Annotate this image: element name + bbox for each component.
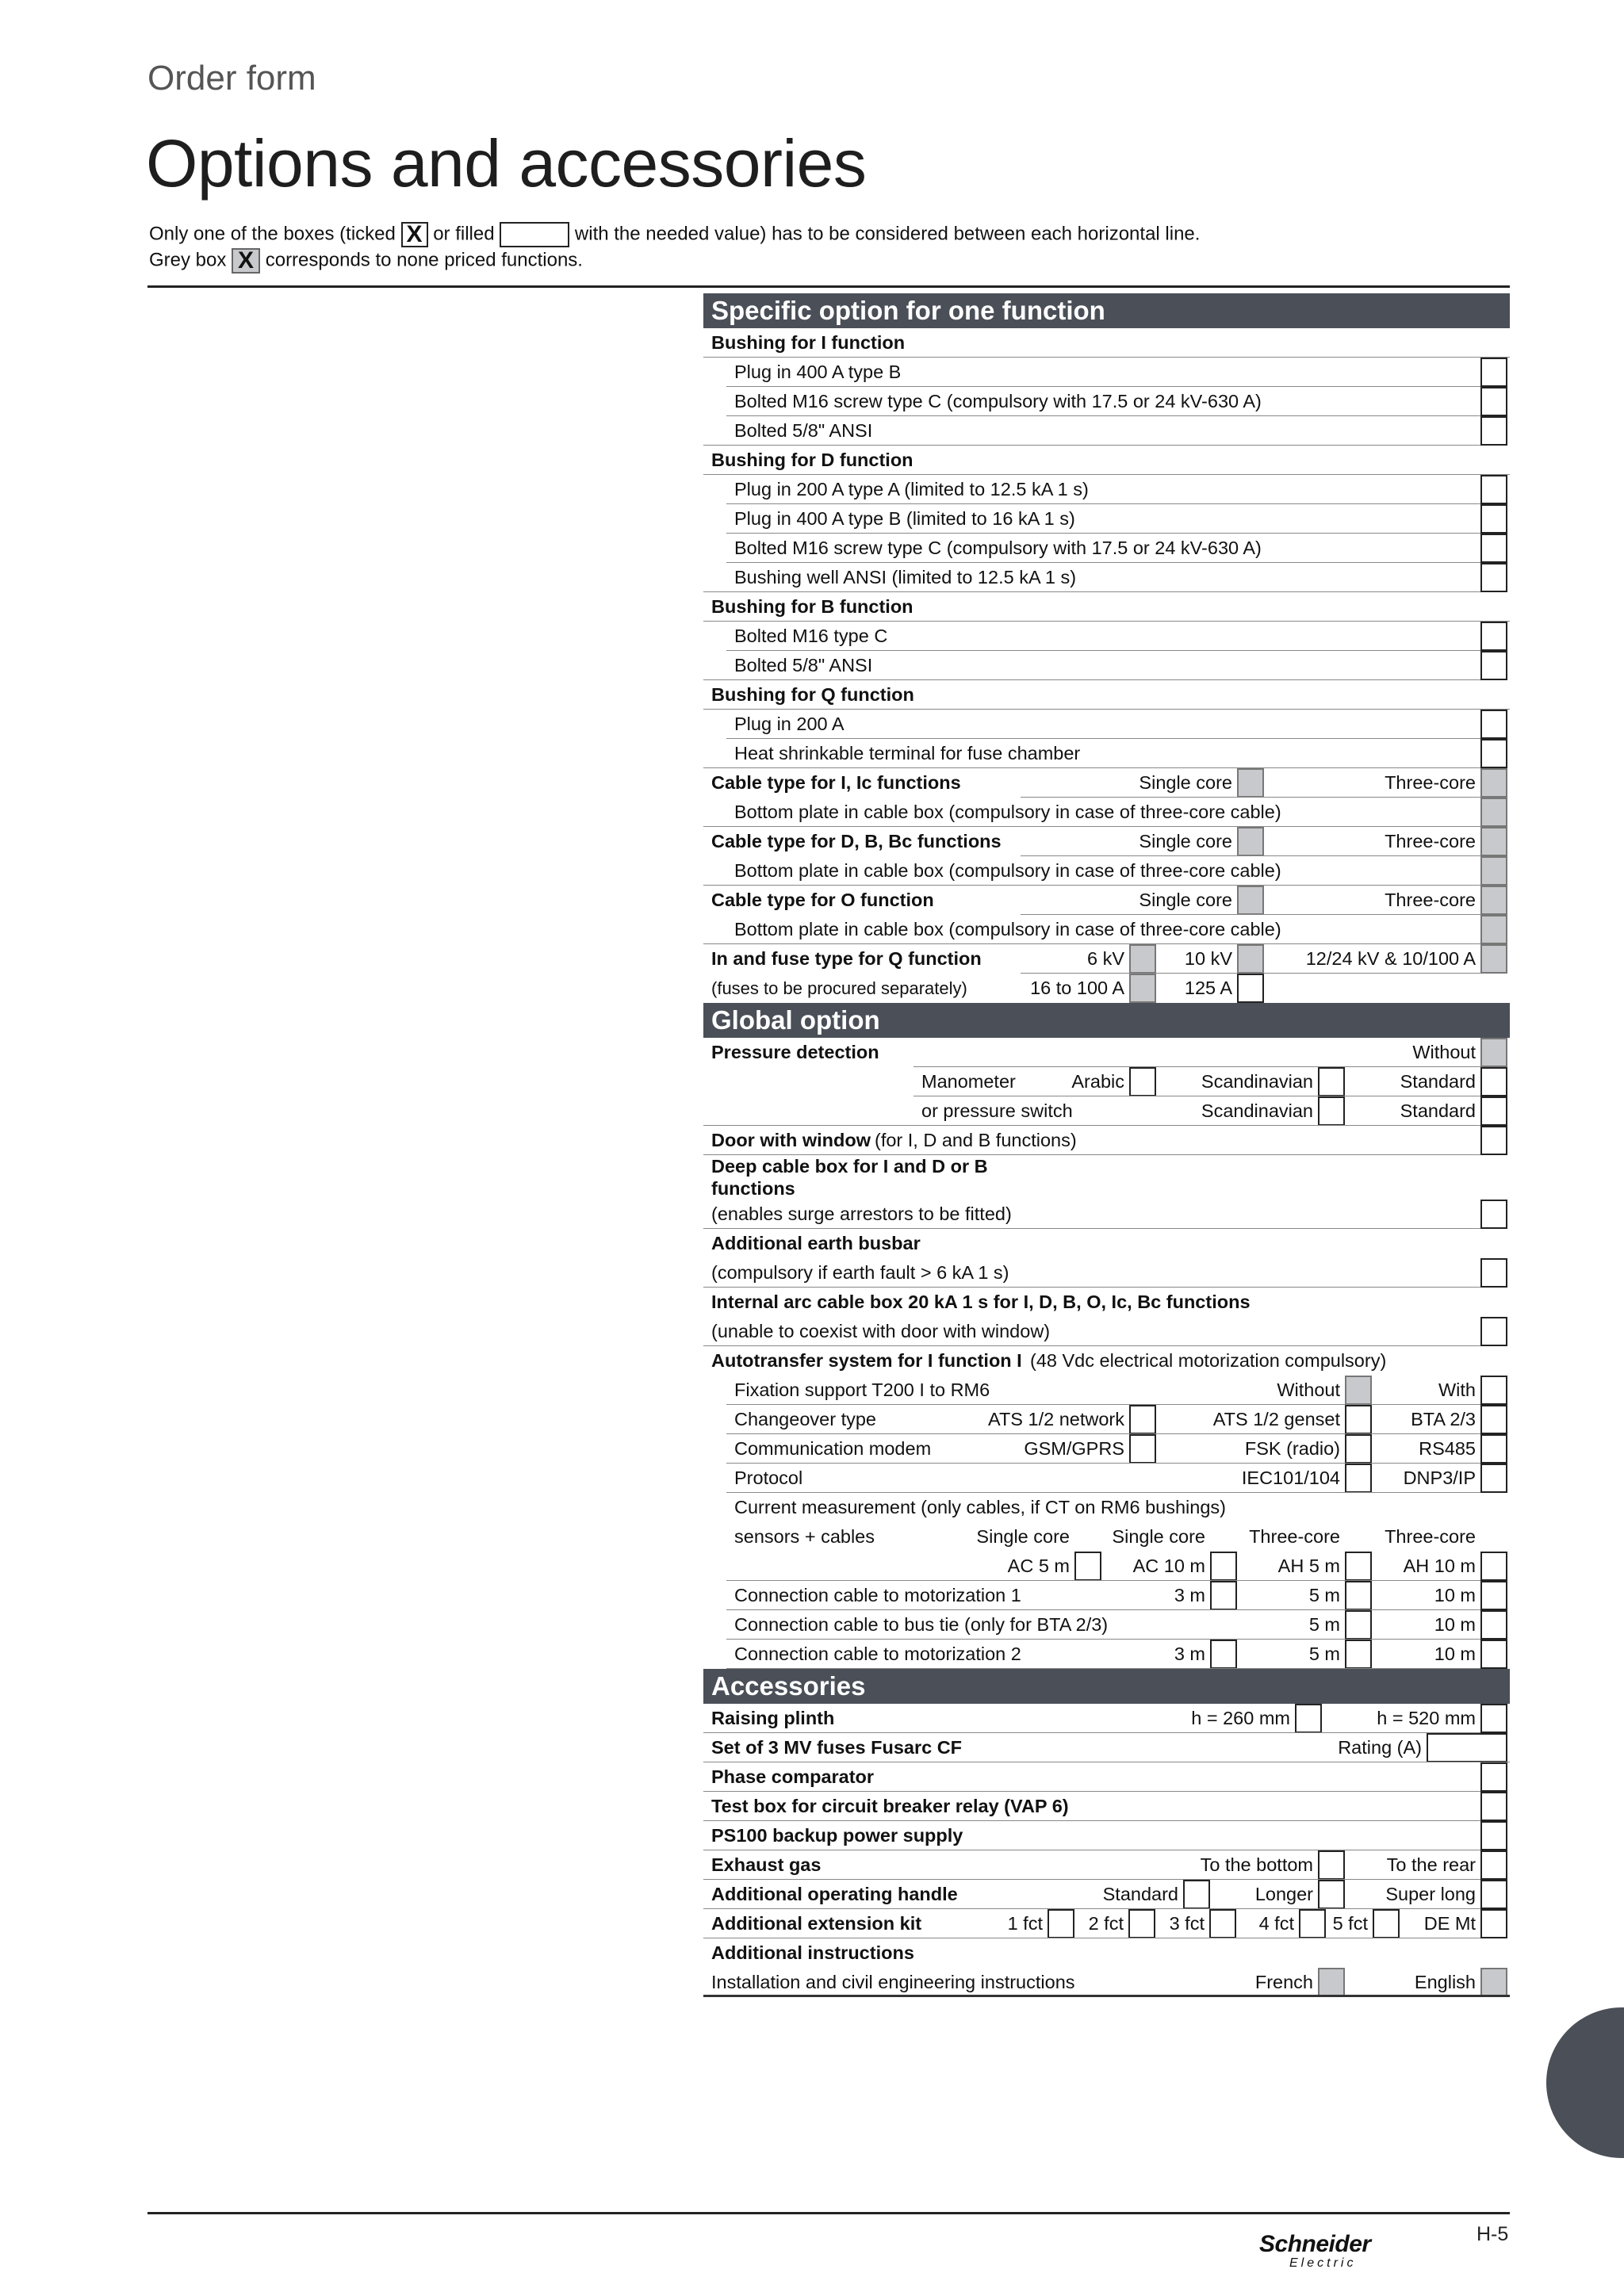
order-form	[703, 293, 1510, 1997]
option-label: Standard	[1400, 1071, 1476, 1092]
option-label: DE Mt	[1423, 1913, 1476, 1934]
page-title: Options and accessories	[146, 126, 867, 201]
ticked-box-example: X	[401, 222, 428, 247]
option-label: or pressure switch	[921, 1100, 1073, 1121]
form-row	[703, 563, 1510, 592]
section-tab-marker	[1546, 2007, 1624, 2158]
option-label: Super long	[1385, 1884, 1476, 1904]
option-label: Without	[1277, 1380, 1340, 1400]
checkbox[interactable]	[1373, 1909, 1400, 1938]
field-label: Deep cable box for I and D or B	[711, 1156, 988, 1177]
checkbox[interactable]	[1210, 1552, 1237, 1581]
checkbox-grey[interactable]	[1480, 798, 1507, 827]
form-row	[703, 622, 1510, 651]
intro-text: Grey box	[149, 249, 227, 271]
form-row	[703, 1850, 1510, 1880]
option-label: Longer	[1254, 1884, 1313, 1904]
checkbox[interactable]	[1480, 1067, 1507, 1096]
checkbox[interactable]	[1048, 1909, 1074, 1938]
option-label: 3 m	[1174, 1585, 1205, 1605]
option-label: 10 m	[1434, 1644, 1476, 1664]
option-label: Installation and civil engineering instructions	[711, 1972, 1075, 1992]
option-label: FSK (radio)	[1244, 1438, 1340, 1459]
option-label: Three-core	[1385, 772, 1476, 793]
option-label: Bolted M16 type C	[734, 626, 888, 646]
checkbox[interactable]	[1480, 387, 1507, 416]
option-label: Standard	[1102, 1884, 1178, 1904]
field-label: Additional instructions	[711, 1942, 914, 1963]
checkbox[interactable]	[1480, 475, 1507, 504]
checkbox[interactable]	[1345, 1581, 1372, 1610]
field-label: PS100 backup power supply	[711, 1825, 963, 1846]
page-number: H-5	[1477, 2223, 1509, 2245]
form-row	[703, 680, 1510, 710]
checkbox[interactable]	[1318, 1096, 1345, 1126]
section-header: Global option	[703, 1003, 1510, 1038]
option-label: Scandinavian	[1201, 1100, 1313, 1121]
checkbox[interactable]	[1480, 1317, 1507, 1346]
checkbox[interactable]	[1480, 1704, 1507, 1733]
field-label: Autotransfer system for I function I	[711, 1350, 1022, 1371]
field-label: In and fuse type for Q function	[711, 948, 982, 969]
intro-text: corresponds to none priced functions.	[265, 249, 583, 271]
form-row	[703, 534, 1510, 563]
form-row	[703, 1792, 1510, 1821]
checkbox[interactable]	[1345, 1552, 1372, 1581]
option-label: (for I, D and B functions)	[875, 1130, 1077, 1150]
form-row	[703, 1126, 1510, 1155]
brand-logo-sub: Electric	[1289, 2256, 1357, 2270]
checkbox[interactable]	[1480, 1821, 1507, 1850]
checkbox[interactable]	[1480, 622, 1507, 651]
checkbox[interactable]	[1209, 1909, 1236, 1938]
option-label: Single core	[1112, 1526, 1205, 1547]
checkbox[interactable]	[1295, 1704, 1322, 1733]
option-label: AH 10 m	[1403, 1556, 1476, 1576]
option-label: 12/24 kV & 10/100 A	[1305, 948, 1476, 969]
checkbox[interactable]	[1480, 1640, 1507, 1669]
brand-logo: Schneider	[1259, 2231, 1371, 2257]
form-row	[703, 416, 1510, 446]
form-row	[703, 592, 1510, 622]
checkbox[interactable]	[1074, 1552, 1101, 1581]
option-label: sensors + cables	[734, 1526, 875, 1547]
form-row	[703, 446, 1510, 475]
field-label: Cable type for D, B, Bc functions	[711, 831, 1002, 851]
rating-input[interactable]	[1427, 1733, 1507, 1762]
option-label: Bottom plate in cable box (compulsory in case of three-core cable)	[734, 802, 1281, 822]
intro-text: with the needed value) has to be considered between each horizontal line.	[574, 223, 1201, 245]
checkbox[interactable]	[1480, 1434, 1507, 1464]
field-label: Bushing for Q function	[711, 684, 914, 705]
field-label: functions	[711, 1178, 795, 1199]
form-row	[703, 1038, 1510, 1067]
option-label: Scandinavian	[1201, 1071, 1313, 1092]
section-header: Specific option for one function	[703, 293, 1510, 328]
option-label: Three-core	[1385, 890, 1476, 910]
option-label: Single core	[976, 1526, 1070, 1547]
checkbox[interactable]	[1128, 1909, 1155, 1938]
form-row	[703, 1640, 1510, 1669]
option-label: Single core	[1139, 831, 1232, 851]
option-label: Plug in 200 A	[734, 714, 845, 734]
form-row	[703, 1909, 1510, 1938]
option-label: (unable to coexist with door with window)	[711, 1321, 1051, 1341]
option-label: Bolted 5/8" ANSI	[734, 655, 873, 675]
checkbox[interactable]	[1480, 1376, 1507, 1405]
field-label: Bushing for D function	[711, 450, 914, 470]
form-row	[703, 1067, 1510, 1096]
checkbox-grey[interactable]	[1345, 1376, 1372, 1405]
form-row	[703, 1258, 1510, 1288]
field-label: Pressure detection	[711, 1042, 879, 1062]
form-row	[703, 944, 1510, 974]
option-label: Three-core	[1385, 831, 1476, 851]
checkbox[interactable]	[1183, 1880, 1210, 1909]
option-label: Bushing well ANSI (limited to 12.5 kA 1 s)	[734, 567, 1077, 587]
form-row	[703, 1522, 1510, 1552]
option-label: 5 fct	[1332, 1913, 1368, 1934]
option-label: Protocol	[734, 1468, 803, 1488]
checkbox-grey[interactable]	[1318, 1968, 1345, 1997]
form-row	[703, 1821, 1510, 1850]
checkbox-grey[interactable]	[1237, 768, 1264, 798]
form-row	[703, 1762, 1510, 1792]
checkbox[interactable]	[1480, 1464, 1507, 1493]
option-label: AH 5 m	[1277, 1556, 1340, 1576]
option-label: 5 m	[1308, 1585, 1340, 1605]
checkbox[interactable]	[1480, 651, 1507, 680]
option-label: Heat shrinkable terminal for fuse chamber	[734, 743, 1081, 763]
checkbox[interactable]	[1480, 358, 1507, 387]
option-label: Changeover type	[734, 1409, 876, 1429]
form-row	[703, 1493, 1510, 1522]
checkbox[interactable]	[1210, 1581, 1237, 1610]
form-row	[703, 915, 1510, 944]
checkbox[interactable]	[1345, 1434, 1372, 1464]
option-label: Connection cable to bus tie (only for BTA 2/3)	[734, 1614, 1109, 1635]
checkbox-grey[interactable]	[1129, 944, 1156, 974]
checkbox[interactable]	[1480, 710, 1507, 739]
top-rule	[147, 285, 1510, 288]
checkbox[interactable]	[1480, 1909, 1507, 1938]
option-label: Without	[1412, 1042, 1476, 1062]
checkbox[interactable]	[1480, 416, 1507, 446]
checkbox[interactable]	[1129, 1067, 1156, 1096]
option-label: (enables surge arrestors to be fitted)	[711, 1203, 1012, 1224]
option-label: 3 m	[1174, 1644, 1205, 1664]
form-row	[703, 1346, 1510, 1376]
option-label: 5 m	[1308, 1614, 1340, 1635]
field-label: Raising plinth	[711, 1708, 835, 1728]
field-label: Phase comparator	[711, 1766, 875, 1787]
field-label: Additional operating handle	[711, 1884, 958, 1904]
form-row	[703, 475, 1510, 504]
checkbox-grey[interactable]	[1129, 974, 1156, 1003]
checkbox[interactable]	[1480, 1096, 1507, 1126]
form-row	[703, 768, 1510, 798]
checkbox-grey[interactable]	[1480, 1968, 1507, 1997]
checkbox[interactable]	[1237, 974, 1264, 1003]
checkbox[interactable]	[1480, 739, 1507, 768]
form-row	[703, 1288, 1510, 1317]
checkbox[interactable]	[1480, 1610, 1507, 1640]
option-label: Bolted 5/8" ANSI	[734, 420, 873, 441]
option-label: Bottom plate in cable box (compulsory in case of three-core cable)	[734, 919, 1281, 939]
option-label: Bolted M16 screw type C (compulsory with 17.5 or 24 kV-630 A)	[734, 391, 1262, 411]
field-label: Cable type for O function	[711, 890, 934, 910]
form-row	[703, 1317, 1510, 1346]
intro-line-1	[149, 222, 1200, 247]
option-label: Arabic	[1071, 1071, 1124, 1092]
intro-line-2	[149, 248, 583, 274]
form-row	[703, 1200, 1510, 1229]
checkbox[interactable]	[1345, 1405, 1372, 1434]
grey-box-example: X	[232, 248, 260, 274]
checkbox[interactable]	[1480, 1126, 1507, 1155]
option-label: ATS 1/2 genset	[1212, 1409, 1340, 1429]
field-label: Additional earth busbar	[711, 1233, 921, 1253]
form-row	[703, 886, 1510, 915]
option-label: Rating (A)	[1338, 1737, 1422, 1758]
option-label: AC 5 m	[1007, 1556, 1070, 1576]
form-row	[703, 504, 1510, 534]
checkbox-grey[interactable]	[1480, 856, 1507, 886]
option-label: ATS 1/2 network	[988, 1409, 1124, 1429]
option-label: Manometer	[921, 1071, 1016, 1092]
option-label: 3 fct	[1169, 1913, 1205, 1934]
option-label: 5 m	[1308, 1644, 1340, 1664]
option-label: 16 to 100 A	[1030, 978, 1124, 998]
field-label: Exhaust gas	[711, 1854, 822, 1875]
form-row	[703, 1968, 1510, 1997]
option-label: (48 Vdc electrical motorization compulsory)	[1030, 1350, 1387, 1371]
form-row	[703, 1610, 1510, 1640]
option-label: To the rear	[1386, 1854, 1476, 1875]
form-row	[703, 1464, 1510, 1493]
checkbox-grey[interactable]	[1237, 827, 1264, 856]
form-row	[703, 1155, 1510, 1200]
checkbox[interactable]	[1345, 1640, 1372, 1669]
checkbox[interactable]	[1480, 1792, 1507, 1821]
checkbox[interactable]	[1129, 1405, 1156, 1434]
option-label: Plug in 200 A type A (limited to 12.5 kA 1 s)	[734, 479, 1089, 499]
field-label: Bushing for B function	[711, 596, 914, 617]
checkbox[interactable]	[1480, 534, 1507, 563]
option-label: Current measurement (only cables, if CT on RM6 bushings)	[734, 1497, 1226, 1517]
field-label: Door with window	[711, 1130, 871, 1150]
checkbox[interactable]	[1480, 563, 1507, 592]
option-label: 10 m	[1434, 1585, 1476, 1605]
checkbox[interactable]	[1318, 1850, 1345, 1880]
form-row	[703, 1880, 1510, 1909]
field-label: Internal arc cable box 20 kA 1 s for I, D, B, O, Ic, Bc functions	[711, 1292, 1251, 1312]
option-label: IEC101/104	[1241, 1468, 1340, 1488]
form-row	[703, 1733, 1510, 1762]
form-row	[703, 798, 1510, 827]
form-row	[703, 827, 1510, 856]
option-label: Bottom plate in cable box (compulsory in case of three-core cable)	[734, 860, 1281, 881]
checkbox[interactable]	[1480, 1762, 1507, 1792]
option-label: To the bottom	[1200, 1854, 1313, 1875]
option-label: Three-core	[1385, 1526, 1476, 1547]
intro-text: or filled	[433, 223, 495, 245]
form-row	[703, 1405, 1510, 1434]
checkbox[interactable]	[1480, 1581, 1507, 1610]
option-label: Single core	[1139, 772, 1232, 793]
option-label: 6 kV	[1086, 948, 1124, 969]
form-row	[703, 710, 1510, 739]
option-label: GSM/GPRS	[1024, 1438, 1124, 1459]
option-label: Plug in 400 A type B (limited to 16 kA 1 s)	[734, 508, 1075, 529]
form-row	[703, 1552, 1510, 1581]
form-row	[703, 387, 1510, 416]
option-label: 10 m	[1434, 1614, 1476, 1635]
checkbox[interactable]	[1129, 1434, 1156, 1464]
checkbox[interactable]	[1480, 1405, 1507, 1434]
option-label: DNP3/IP	[1403, 1468, 1476, 1488]
form-row	[703, 739, 1510, 768]
option-label: Connection cable to motorization 2	[734, 1644, 1021, 1664]
form-row	[703, 1434, 1510, 1464]
option-label: English	[1414, 1972, 1476, 1992]
option-label: 4 fct	[1258, 1913, 1294, 1934]
checkbox[interactable]	[1480, 504, 1507, 534]
field-label: Set of 3 MV fuses Fusarc CF	[711, 1737, 963, 1758]
checkbox[interactable]	[1345, 1610, 1372, 1640]
option-label: Single core	[1139, 890, 1232, 910]
checkbox[interactable]	[1480, 1880, 1507, 1909]
option-label: AC 10 m	[1132, 1556, 1205, 1576]
page-supertitle: Order form	[147, 59, 316, 98]
form-row	[703, 1581, 1510, 1610]
option-label: h = 260 mm	[1191, 1708, 1290, 1728]
option-label: h = 520 mm	[1377, 1708, 1476, 1728]
checkbox-grey[interactable]	[1237, 886, 1264, 915]
form-row	[703, 1376, 1510, 1405]
checkbox-grey[interactable]	[1480, 1038, 1507, 1067]
field-label: Bushing for I function	[711, 332, 906, 353]
checkbox-grey[interactable]	[1480, 768, 1507, 798]
field-label: Additional extension kit	[711, 1913, 922, 1934]
form-row	[703, 1938, 1510, 1968]
option-label: Bolted M16 screw type C (compulsory with 17.5 or 24 kV-630 A)	[734, 538, 1262, 558]
form-row	[703, 974, 1510, 1003]
option-label: With	[1438, 1380, 1476, 1400]
form-row	[703, 1096, 1510, 1126]
form-row	[703, 1229, 1510, 1258]
option-label: 1 fct	[1007, 1913, 1043, 1934]
option-label: 10 kV	[1184, 948, 1232, 969]
option-label: French	[1254, 1972, 1313, 1992]
filled-box-example	[500, 222, 569, 247]
checkbox[interactable]	[1345, 1464, 1372, 1493]
field-label: Cable type for I, Ic functions	[711, 772, 961, 793]
option-label: 2 fct	[1088, 1913, 1124, 1934]
checkbox-grey[interactable]	[1480, 886, 1507, 915]
field-label: Test box for circuit breaker relay (VAP 6)	[711, 1796, 1069, 1816]
form-row	[703, 651, 1510, 680]
footer-rule	[147, 2212, 1510, 2214]
checkbox[interactable]	[1480, 1552, 1507, 1581]
option-label: BTA 2/3	[1411, 1409, 1476, 1429]
option-label: 125 A	[1184, 978, 1232, 998]
option-label: (fuses to be procured separately)	[711, 978, 967, 998]
checkbox-grey[interactable]	[1237, 944, 1264, 974]
checkbox[interactable]	[1318, 1880, 1345, 1909]
intro-text: Only one of the boxes (ticked	[149, 223, 396, 245]
option-label: Plug in 400 A type B	[734, 362, 902, 382]
form-row	[703, 358, 1510, 387]
option-label: Standard	[1400, 1100, 1476, 1121]
checkbox-grey[interactable]	[1480, 944, 1507, 974]
option-label: Communication modem	[734, 1438, 932, 1459]
checkbox-grey[interactable]	[1480, 827, 1507, 856]
form-row	[703, 1704, 1510, 1733]
form-row	[703, 856, 1510, 886]
section-header: Accessories	[703, 1669, 1510, 1704]
form-row	[703, 328, 1510, 358]
option-label: (compulsory if earth fault > 6 kA 1 s)	[711, 1262, 1009, 1283]
option-label: Three-core	[1249, 1526, 1340, 1547]
option-label: Connection cable to motorization 1	[734, 1585, 1021, 1605]
option-label: Fixation support T200 I to RM6	[734, 1380, 990, 1400]
checkbox[interactable]	[1318, 1067, 1345, 1096]
checkbox[interactable]	[1480, 1200, 1507, 1229]
checkbox[interactable]	[1480, 1258, 1507, 1288]
checkbox[interactable]	[1480, 1850, 1507, 1880]
checkbox[interactable]	[1299, 1909, 1326, 1938]
checkbox[interactable]	[1210, 1640, 1237, 1669]
checkbox-grey[interactable]	[1480, 915, 1507, 944]
option-label: RS485	[1419, 1438, 1476, 1459]
